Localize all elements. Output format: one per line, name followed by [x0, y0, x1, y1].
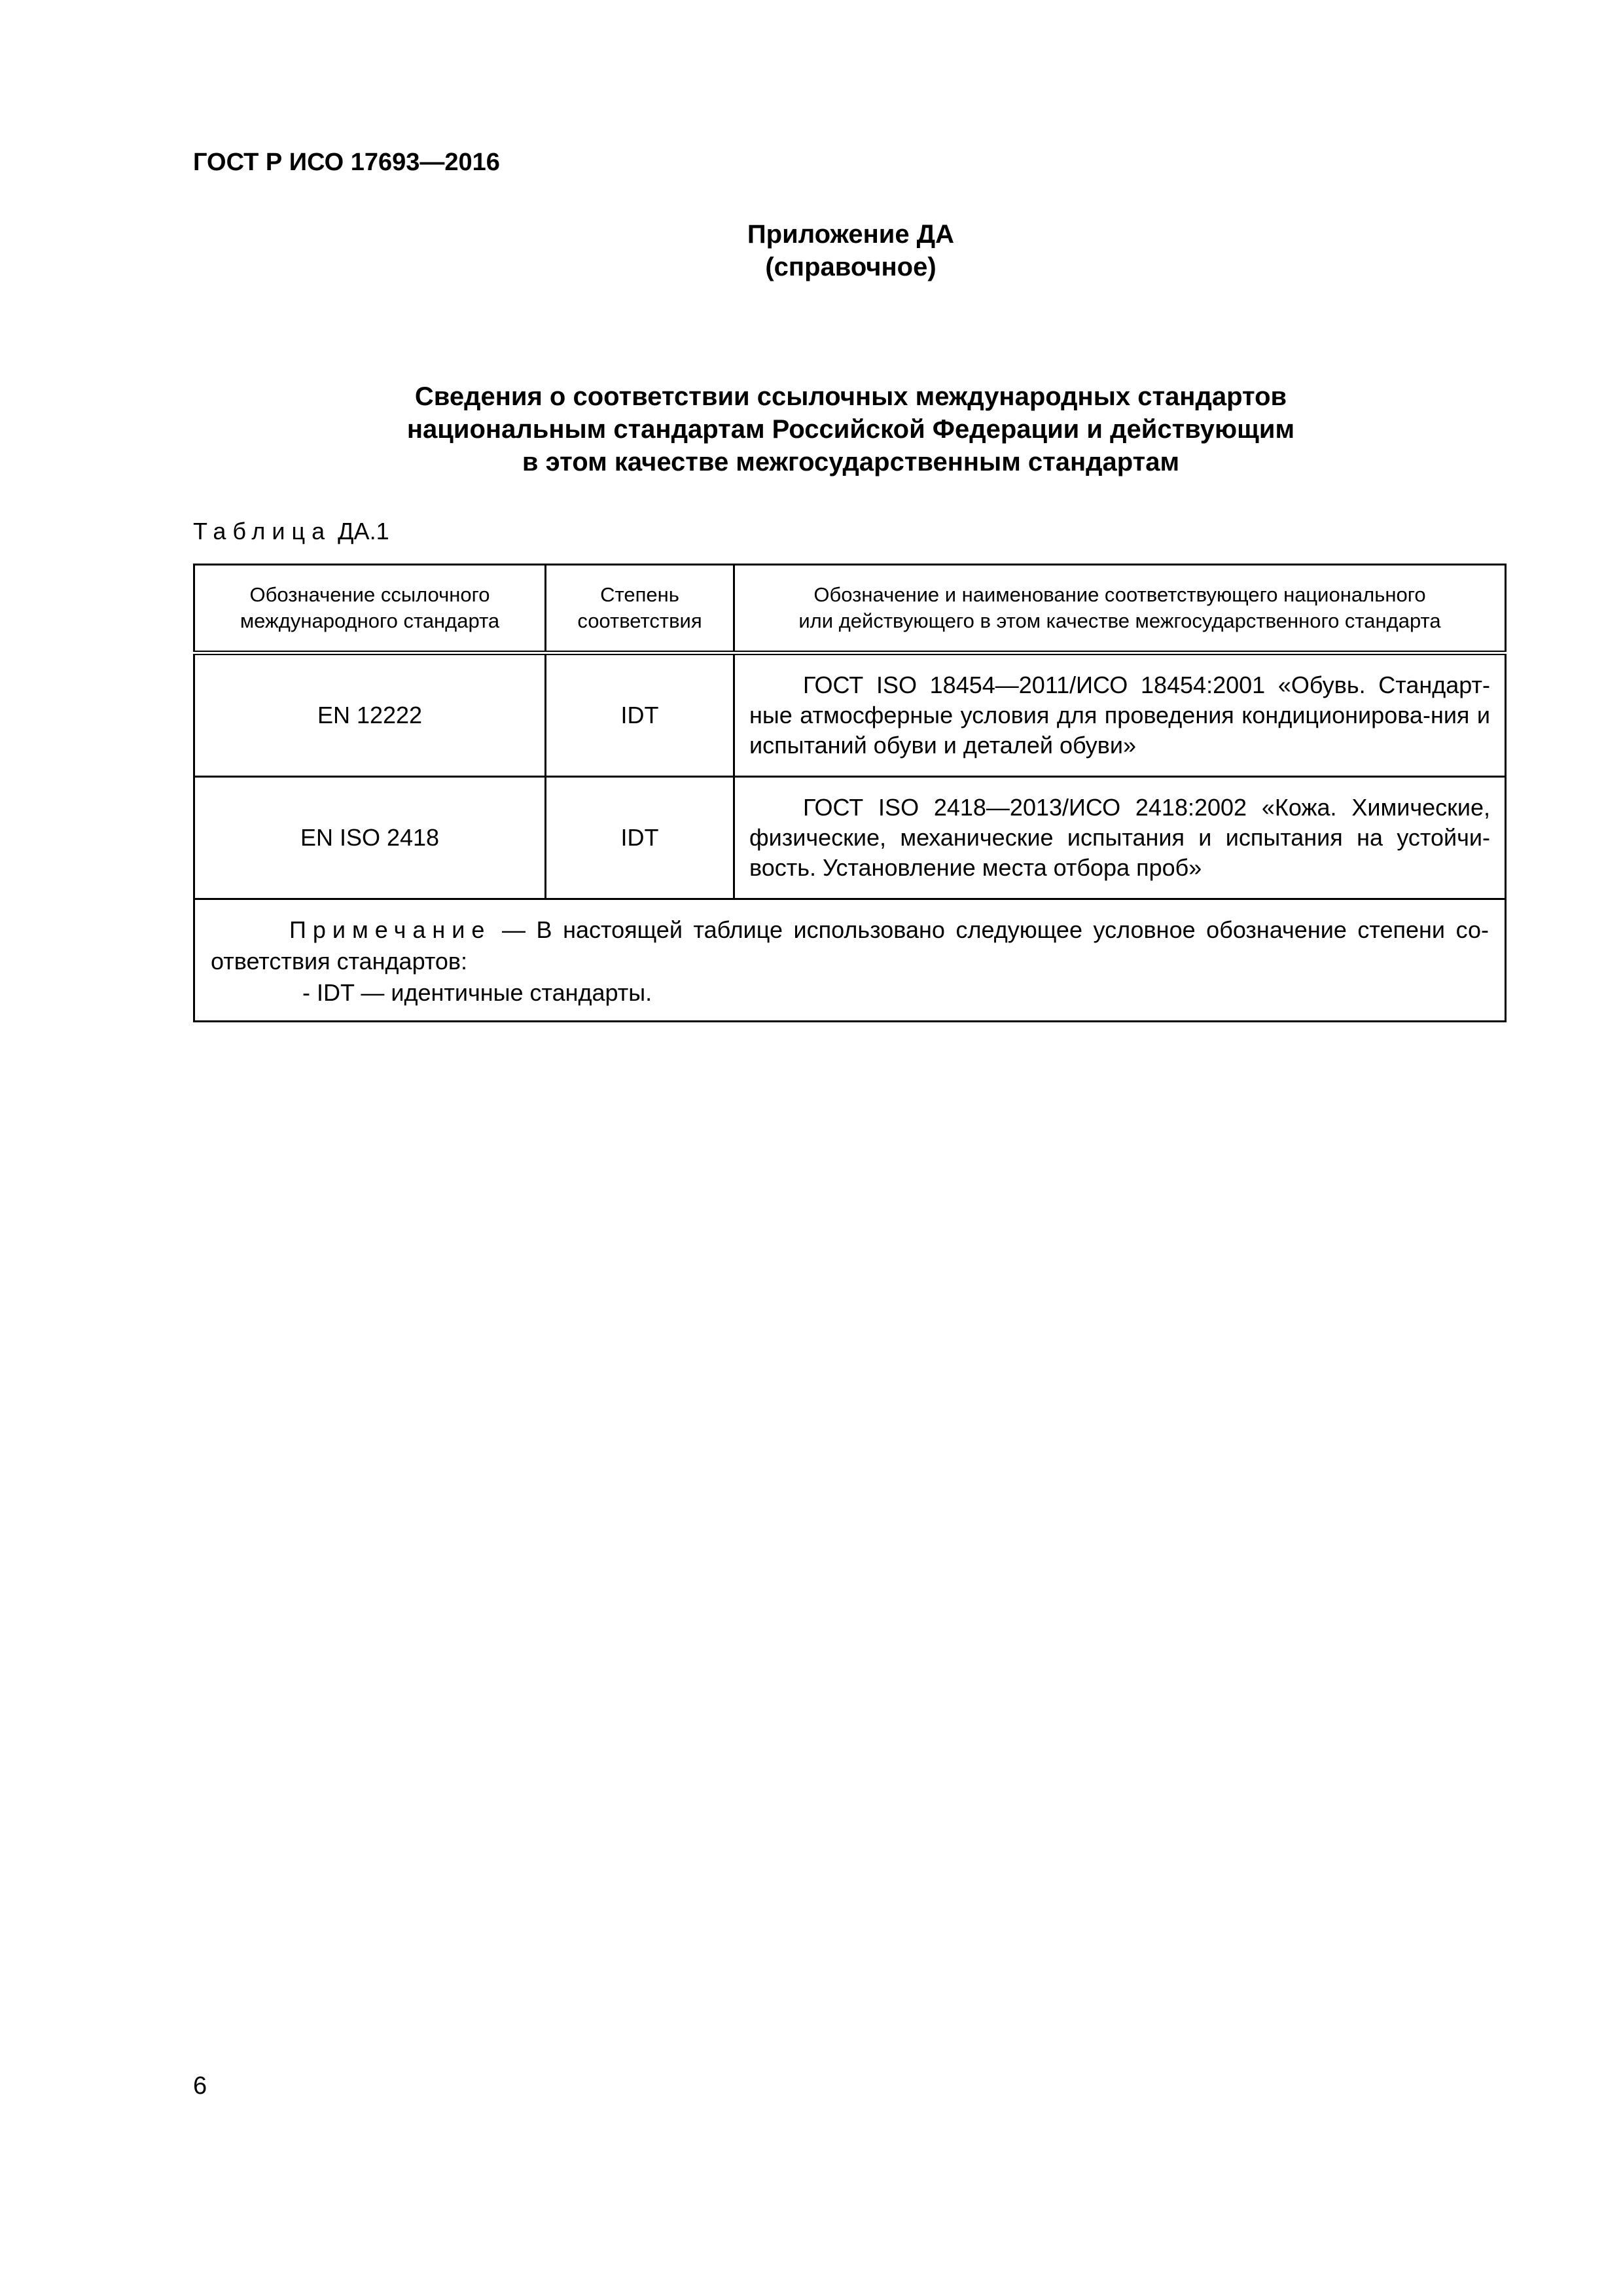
correspondence-degree-cell: IDT	[546, 653, 734, 777]
table-caption-word: Таблица	[193, 518, 332, 545]
page-number: 6	[193, 2072, 207, 2100]
annex-heading	[193, 218, 1508, 283]
national-standard-cell: ГОСТ ISO 18454—2011/ИСО 18454:2001 «Обувь. Стандарт-ные атмосферные условия для проведения кондиционирова-ния и испытаний обуви и деталей обуви»	[734, 653, 1506, 777]
document-code: ГОСТ Р ИСО 17693—2016	[193, 149, 500, 176]
standards-correspondence-table	[193, 564, 1507, 1022]
note-item: - IDT — идентичные стандарты.	[302, 979, 652, 1006]
reference-standard-cell: EN ISO 2418	[194, 777, 546, 899]
table-caption	[193, 517, 389, 545]
correspondence-degree-cell: IDT	[546, 777, 734, 899]
table-note-row	[194, 899, 1506, 1022]
header-national-standard: Обозначение и наименование соответствующего национального или действующего в этом качестве межгосударственного стандарта	[734, 565, 1506, 653]
header-reference-standard: Обозначение ссылочного международного стандарта	[194, 565, 546, 653]
table-caption-number: ДА.1	[338, 518, 389, 545]
section-title-line-1: Сведения о соответствии ссылочных международных стандартов	[414, 382, 1287, 411]
annex-title: Приложение ДА	[747, 220, 955, 249]
header-correspondence-degree: Степень соответствия	[546, 565, 734, 653]
section-title-line-2: национальным стандартам Российской Федерации и действующим	[406, 415, 1295, 444]
table-row	[194, 777, 1506, 899]
section-title-line-3: в этом качестве межгосударственным стандартам	[522, 448, 1180, 476]
national-standard-cell: ГОСТ ISO 2418—2013/ИСО 2418:2002 «Кожа. Химические, физические, механические испытания и испытания на устойчи-вость. Установление места отбора проб»	[734, 777, 1506, 899]
table-header-row	[194, 565, 1506, 653]
table-row	[194, 653, 1506, 777]
annex-subtitle: (справочное)	[765, 253, 936, 281]
section-title	[193, 380, 1508, 478]
note-label: Примечание	[289, 916, 491, 943]
reference-standard-cell: EN 12222	[194, 653, 546, 777]
table-note	[194, 899, 1506, 1022]
note-text: — В настоящей таблице использовано следующее условное обозначение степени со-ответствия стандартов:	[211, 916, 1489, 975]
